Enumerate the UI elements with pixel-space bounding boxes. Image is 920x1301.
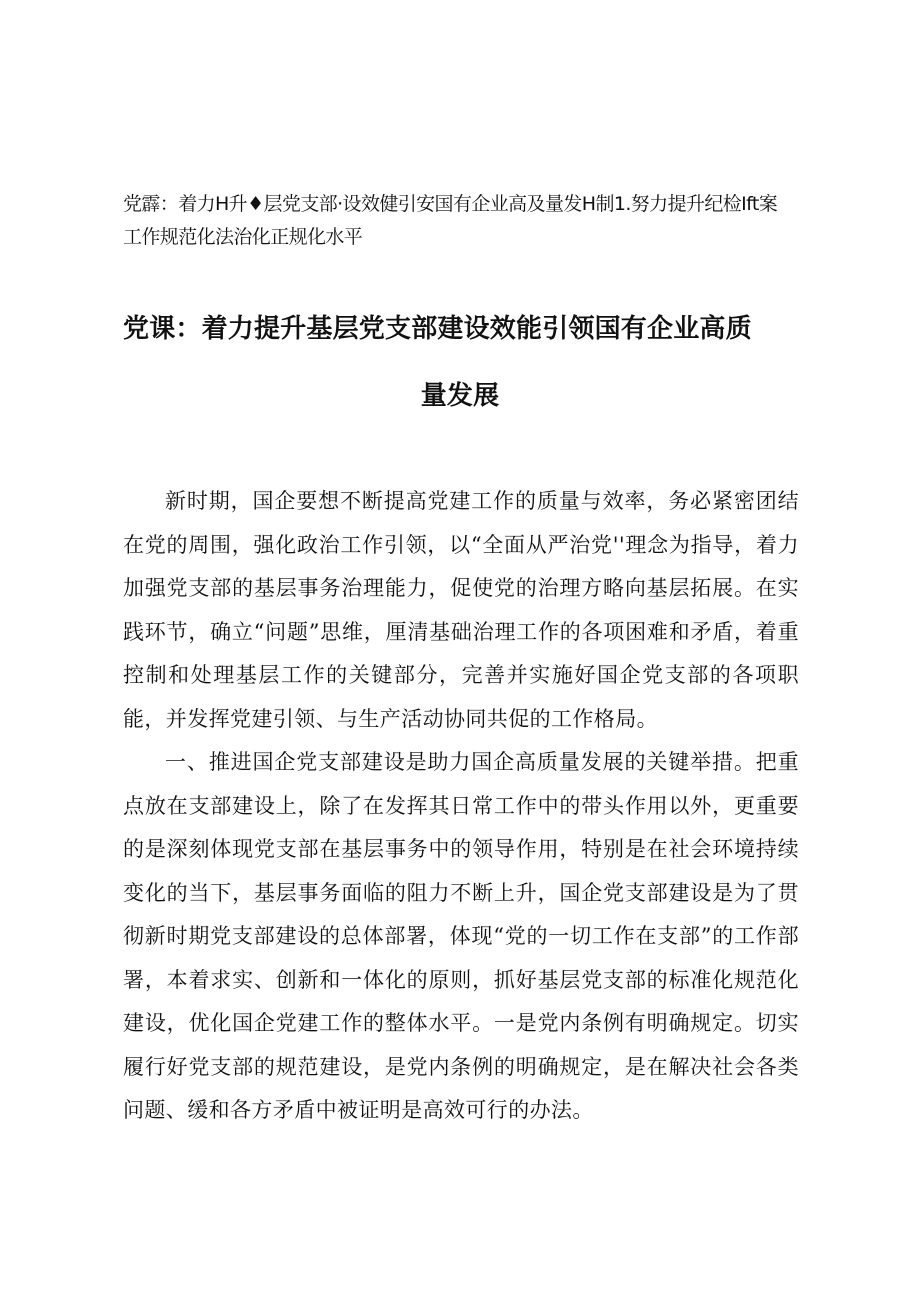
document-title-line-2: 量发展 <box>420 381 500 411</box>
header-line-2: 工作规范化法治化正规化水平 <box>123 226 363 248</box>
paragraph-1: 新时期，国企要想不断提高党建工作的质量与效率，务必紧密团结在党的周围，强化政治工作引领，以“全面从严治党''理念为指导，着力加强党支部的基层事务治理能力，促使党的治理方略向基层拓展。在实践环节，确立“问题”思维，厘清基础治理工作的各项困难和矛盾，着重控制和处理基层工作的关键部分，完善并实施好国企党支部的各项职能，并发挥党建引领、与生产活动协同共促的工作格局。 <box>123 489 799 731</box>
paragraph-2: 一、推进国企党支部建设是助力国企高质量发展的关键举措。把重点放在支部建设上，除了在发挥其日常工作中的带头作用以外，更重要的是深刻体现党支部在基层事务中的领导作用，特别是在社会环境持续变化的当下，基层事务面临的阻力不断上升，国企党支部建设是为了贯彻新时期党支部建设的总体部署，体现“党的一切工作在支部”的工作部署，本着求实、创新和一体化的原则，抓好基层党支部的标准化规范化建设，优化国企党建工作的整体水平。一是党内条例有明确规定。切实履行好党支部的规范建设，是党内条例的明确规定，是在解决社会各类问题、缓和各方矛盾中被证明是高效可行的办法。 <box>123 750 799 1122</box>
document-title-line-1: 党课：着力提升基层党支部建设效能引领国有企业高质 <box>123 314 752 344</box>
header-line-1: 党霹：着力H升♦层党支部·设效健引安国有企业高及量发H制1.努力提升纪检Ift案 <box>123 193 778 215</box>
document-body <box>123 480 799 1133</box>
